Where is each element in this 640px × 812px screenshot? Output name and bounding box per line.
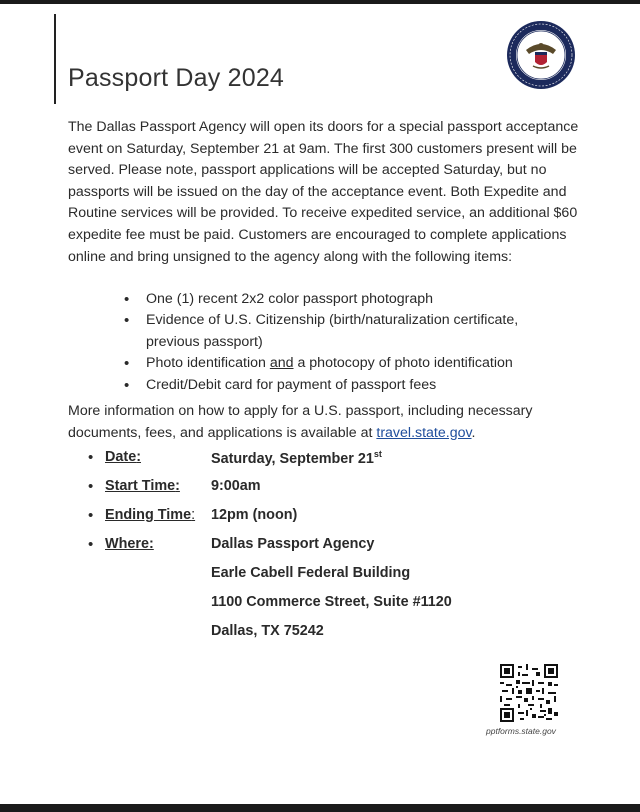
travel-state-gov-link[interactable]: travel.state.gov xyxy=(376,424,472,441)
detail-row-where-2 xyxy=(88,565,568,585)
ending-time-label: Ending Time: xyxy=(105,507,196,523)
more-info-text: More information on how to apply for a U.S. passport, including necessary documents, fees, and applications is available at xyxy=(68,403,533,441)
required-items-list xyxy=(124,289,564,396)
start-time-value: 9:00am xyxy=(211,478,261,494)
list-item-citizenship: • Evidence of U.S. Citizenship (birth/naturalization certificate, previous passport) xyxy=(124,310,564,353)
date-label-text: Date xyxy=(105,449,137,465)
bullet: • xyxy=(88,478,94,495)
more-info-end: . xyxy=(471,424,476,441)
vertical-rule xyxy=(54,14,56,104)
where-line-1: Dallas Passport Agency xyxy=(211,536,375,552)
date-label: Date: xyxy=(105,449,141,465)
detail-row-start xyxy=(88,478,568,498)
start-time-label: Start Time: xyxy=(105,478,180,494)
where-line-2: Earle Cabell Federal Building xyxy=(211,565,411,581)
where-label-text: Where xyxy=(105,536,149,552)
detail-row-end xyxy=(88,507,568,527)
detail-row-where xyxy=(88,536,568,556)
bullet: • xyxy=(88,536,94,553)
bullet: • xyxy=(88,449,94,466)
state-department-seal-icon xyxy=(506,20,576,90)
where-line-3: 1100 Commerce Street, Suite #1120 xyxy=(211,594,452,610)
list-item-photo-id xyxy=(124,353,564,374)
detail-row-where-3 xyxy=(88,594,568,614)
date-value-text: Saturday, September 21 xyxy=(211,450,374,467)
intro-paragraph: The Dallas Passport Agency will open its doors for a special passport acceptance event on Saturday, September 21 at 9am. The first 300 customers present will be served. Please note, passport applications will be accepted Saturday, but no passports will be issued on the day of the acceptance event. Both Expedite and Routine services will be provided. To receive expedited service, an additional $60 expedite fee must be paid. Customers are encouraged to complete applications online and bring unsigned to the agency along with the following items: xyxy=(68,119,579,265)
detail-row-date xyxy=(88,449,568,469)
qr-code-icon[interactable] xyxy=(500,664,558,722)
list-item-payment: • Credit/Debit card for payment of passport fees xyxy=(124,375,564,396)
list-item-photo: • One (1) recent 2x2 color passport photograph xyxy=(124,289,564,310)
photocopy-text: a photocopy of photo identification xyxy=(293,355,513,372)
where-label: Where: xyxy=(105,536,154,552)
end-label-text: Ending Time xyxy=(105,507,192,523)
start-label-text: Start Time xyxy=(105,478,176,494)
photo-id-text: Photo identification xyxy=(146,355,270,372)
bullet: • xyxy=(88,507,94,524)
and-underlined: and xyxy=(269,355,294,372)
date-suffix: st xyxy=(373,449,382,459)
where-line-4: Dallas, TX 75242 xyxy=(211,623,324,639)
date-value xyxy=(211,449,382,467)
qr-caption: pptforms.state.gov xyxy=(486,726,556,736)
detail-row-where-4 xyxy=(88,623,568,643)
ending-time-value: 12pm (noon) xyxy=(211,507,298,523)
page-title: Passport Day 2024 xyxy=(68,64,285,92)
more-info-paragraph xyxy=(68,401,588,444)
document-page xyxy=(0,4,640,804)
